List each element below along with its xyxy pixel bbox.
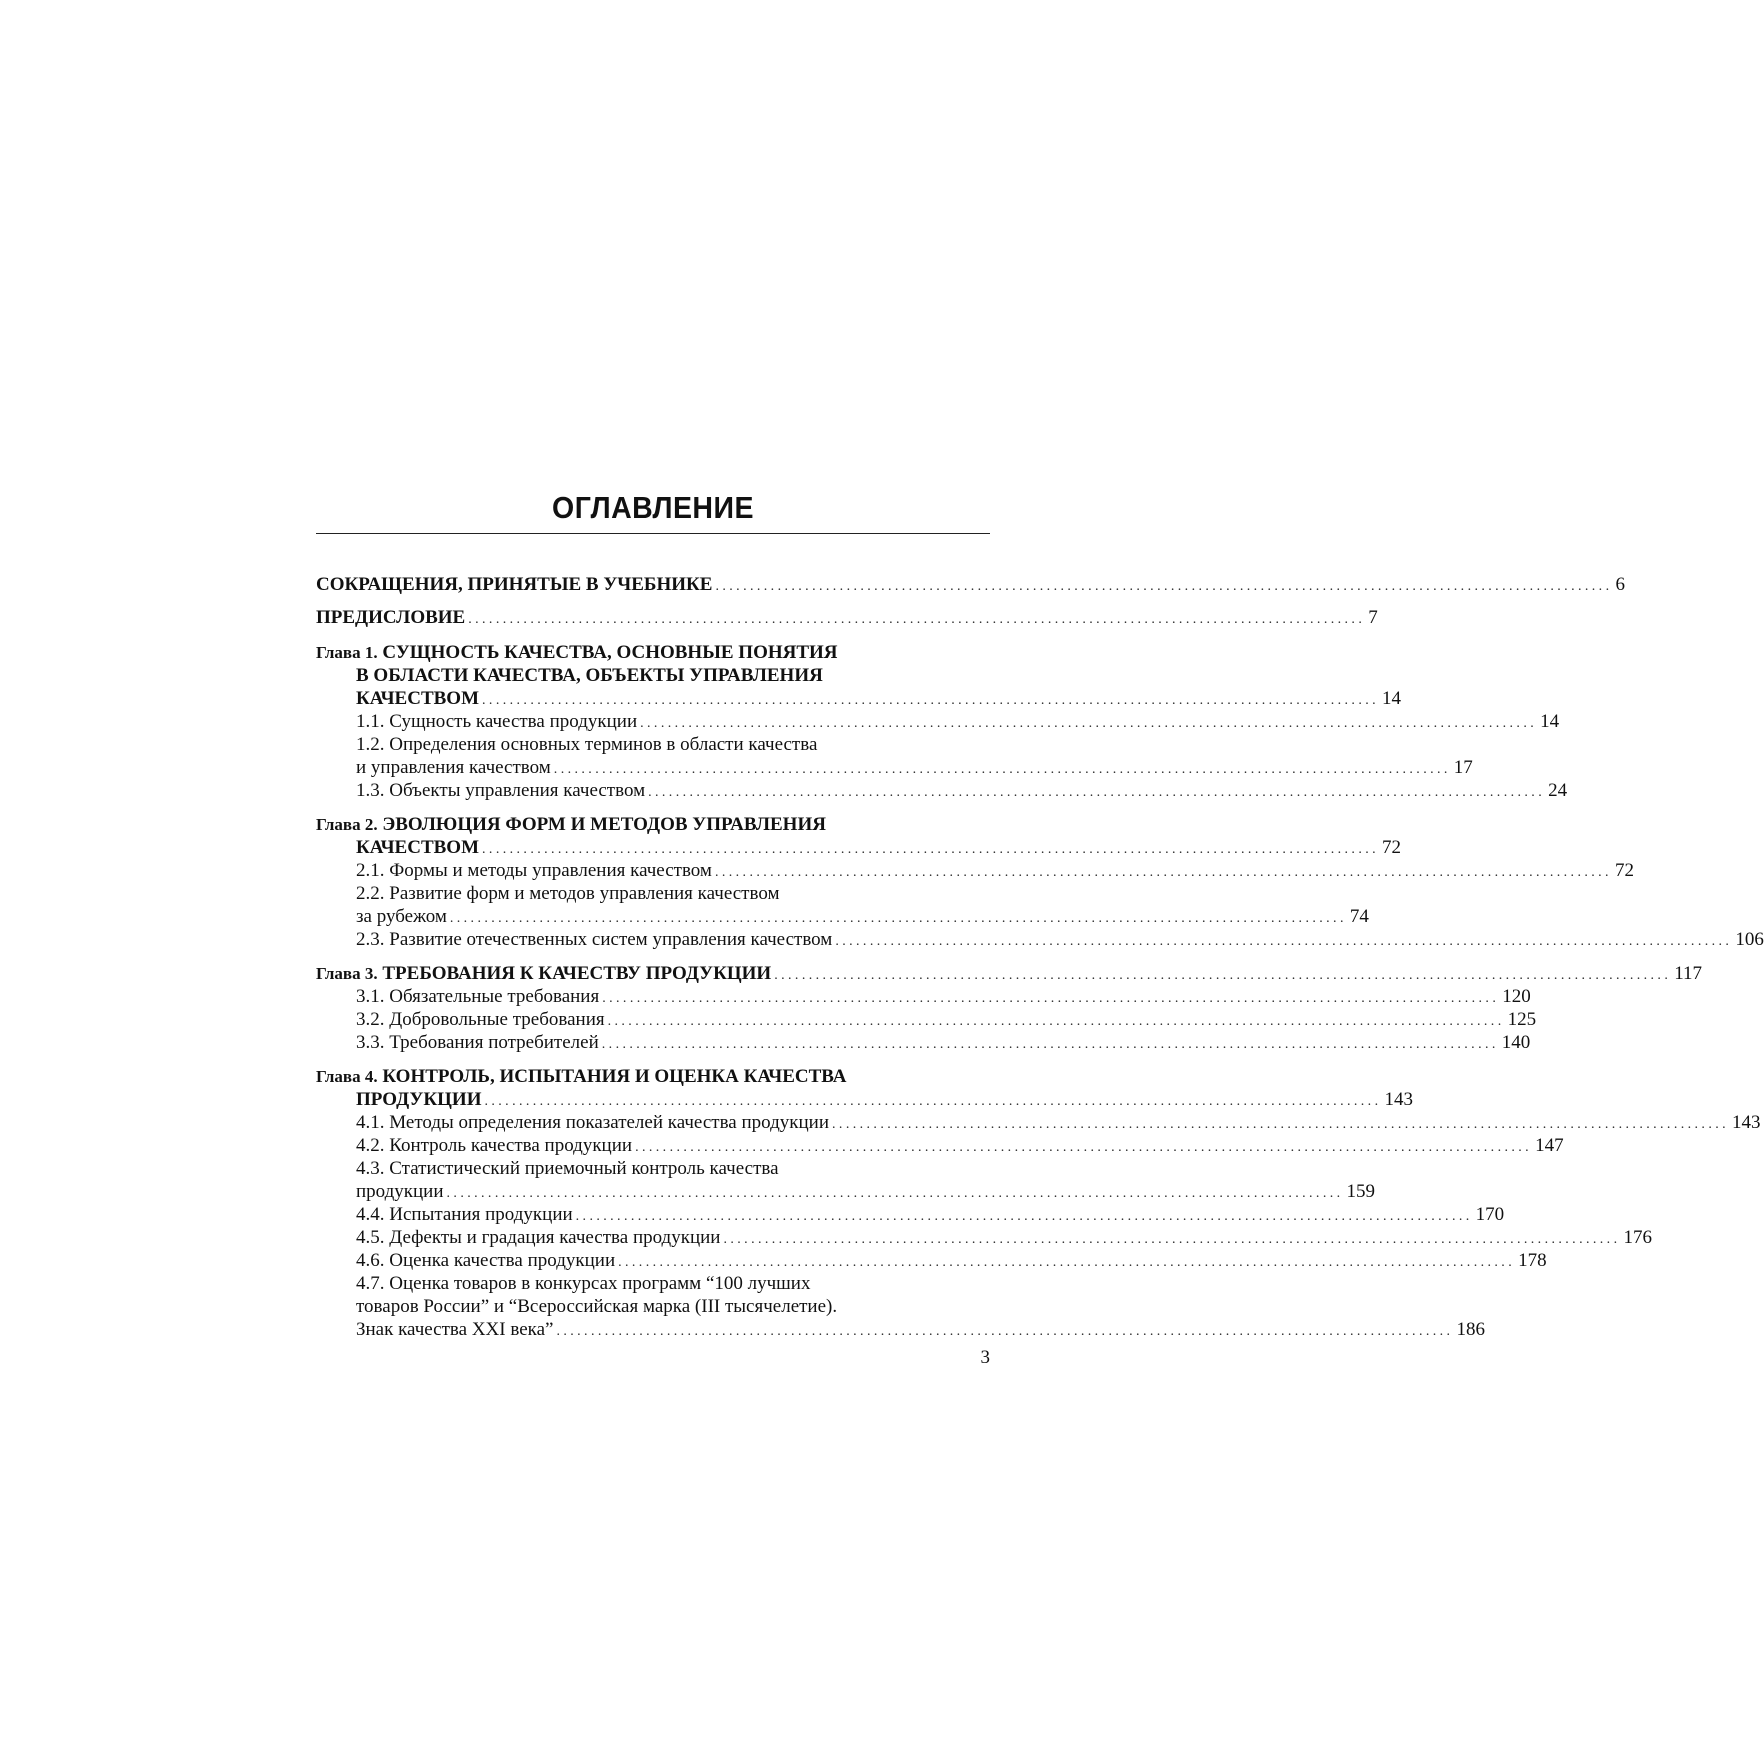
section-title: 3.1. Обязательные требования <box>356 986 600 1007</box>
toc-page-number: 147 <box>1535 1135 1564 1156</box>
toc-section-4-7-line3[interactable] <box>356 1318 1485 1341</box>
toc-section-4-1[interactable] <box>356 1111 1761 1134</box>
toc-entry-preface[interactable] <box>316 606 1378 629</box>
section-title: 3.3. Требования потребителей <box>356 1032 599 1053</box>
toc-entry-title: ПРЕДИСЛОВИЕ <box>316 607 466 628</box>
toc-page-number: 159 <box>1346 1181 1376 1202</box>
dot-leader: .................................................................................................................................. <box>601 1037 1499 1052</box>
toc-entry-title: СОКРАЩЕНИЯ, ПРИНЯТЫЕ В УЧЕБНИКЕ <box>316 574 713 595</box>
dot-leader: .................................................................................................................................. <box>774 968 1672 983</box>
toc-chapter-3[interactable] <box>316 962 1703 985</box>
toc-section-2-3[interactable] <box>356 928 1764 951</box>
toc-section-4-5[interactable] <box>356 1226 1652 1249</box>
toc-page-number: 140 <box>1501 1032 1531 1053</box>
section-title: и управления качеством <box>356 757 551 778</box>
chapter-label: Глава 3. <box>316 964 378 983</box>
toc-page-number: 6 <box>1615 574 1625 595</box>
toc-section-4-3-line1[interactable]: 4.3. Статистический приемочный контроль качества <box>356 1158 779 1179</box>
dot-leader: .................................................................................................................................. <box>832 1117 1730 1132</box>
toc-section-4-4[interactable] <box>356 1203 1505 1226</box>
toc-page-number: 74 <box>1349 906 1369 927</box>
dot-leader: .................................................................................................................................. <box>449 911 1347 926</box>
toc-page-number: 14 <box>1382 688 1402 709</box>
toc-entry-abbreviations[interactable] <box>316 573 1625 596</box>
section-title: Знак качества XXI века” <box>356 1319 554 1340</box>
chapter-title: КОНТРОЛЬ, ИСПЫТАНИЯ И ОЦЕНКА КАЧЕСТВА <box>382 1066 847 1087</box>
section-title: продукции <box>356 1181 444 1202</box>
toc-section-4-6[interactable] <box>356 1249 1547 1272</box>
dot-leader: .................................................................................................................................. <box>575 1209 1473 1224</box>
toc-chapter-2-line1[interactable] <box>316 813 990 836</box>
dot-leader: .................................................................................................................................. <box>607 1014 1505 1029</box>
toc-page-number: 120 <box>1502 986 1531 1007</box>
chapter-title: КАЧЕСТВОМ <box>356 688 480 709</box>
dot-leader: .................................................................................................................................. <box>468 612 1366 627</box>
toc-section-4-7-line2: товаров России” и “Всероссийская марка (III тысячелетие). <box>356 1296 838 1317</box>
section-title: за рубежом <box>356 906 447 927</box>
chapter-label: Глава 1. <box>316 643 378 662</box>
page-number: 3 <box>980 1347 990 1368</box>
dot-leader: .................................................................................................................................. <box>714 865 1612 880</box>
toc-section-4-3-line2[interactable] <box>356 1180 1376 1203</box>
chapter-title: ПРОДУКЦИИ <box>356 1089 482 1110</box>
section-title: 4.4. Испытания продукции <box>356 1204 573 1225</box>
table-of-contents <box>316 0 1764 1755</box>
toc-section-2-2-line1[interactable]: 2.2. Развитие форм и методов управления качеством <box>356 883 780 904</box>
section-title: 4.2. Контроль качества продукции <box>356 1135 633 1156</box>
dot-leader: .................................................................................................................................. <box>723 1232 1621 1247</box>
toc-page-number: 117 <box>1674 963 1703 984</box>
section-title: 4.6. Оценка качества продукции <box>356 1250 616 1271</box>
dot-leader: .................................................................................................................................. <box>484 1094 1382 1109</box>
chapter-title: СУЩНОСТЬ КАЧЕСТВА, ОСНОВНЫЕ ПОНЯТИЯ <box>382 642 838 663</box>
dot-leader: .................................................................................................................................. <box>635 1140 1533 1155</box>
dot-leader: .................................................................................................................................. <box>482 842 1380 857</box>
dot-leader: .................................................................................................................................. <box>482 693 1380 708</box>
section-title: 1.3. Объекты управления качеством <box>356 780 646 801</box>
toc-chapter-4-line1[interactable] <box>316 1065 990 1088</box>
dot-leader: .................................................................................................................................. <box>446 1186 1344 1201</box>
chapter-title: ЭВОЛЮЦИЯ ФОРМ И МЕТОДОВ УПРАВЛЕНИЯ <box>382 814 826 835</box>
toc-page-number: 7 <box>1368 607 1378 628</box>
chapter-label: Глава 4. <box>316 1067 378 1086</box>
toc-section-1-1[interactable] <box>356 710 1560 733</box>
dot-leader: .................................................................................................................................. <box>715 579 1613 594</box>
toc-page-number: 125 <box>1507 1009 1537 1030</box>
section-title: 2.1. Формы и методы управления качеством <box>356 860 712 881</box>
toc-page-number: 143 <box>1384 1089 1413 1110</box>
chapter-title: КАЧЕСТВОМ <box>356 837 480 858</box>
toc-chapter-1-line2: В ОБЛАСТИ КАЧЕСТВА, ОБЪЕКТЫ УПРАВЛЕНИЯ <box>356 665 823 686</box>
section-title: 3.2. Добровольные требования <box>356 1009 605 1030</box>
section-title: 4.1. Методы определения показателей качества продукции <box>356 1112 830 1133</box>
toc-section-3-2[interactable] <box>356 1008 1537 1031</box>
dot-leader: .................................................................................................................................. <box>618 1255 1516 1270</box>
toc-section-1-2-line2[interactable] <box>356 756 1473 779</box>
chapter-heading <box>316 962 771 985</box>
toc-page-number: 106 <box>1735 929 1764 950</box>
chapter-title: ТРЕБОВАНИЯ К КАЧЕСТВУ ПРОДУКЦИИ <box>382 963 772 984</box>
toc-page-number: 72 <box>1382 837 1402 858</box>
dot-leader: .................................................................................................................................. <box>602 991 1500 1006</box>
toc-section-4-2[interactable] <box>356 1134 1564 1157</box>
dot-leader: .................................................................................................................................. <box>640 716 1538 731</box>
section-title: 2.3. Развитие отечественных систем управления качеством <box>356 929 833 950</box>
chapter-label: Глава 2. <box>316 815 378 834</box>
toc-chapter-4-line2[interactable] <box>356 1088 1413 1111</box>
toc-page-number: 24 <box>1548 780 1568 801</box>
dot-leader: .................................................................................................................................. <box>556 1324 1454 1339</box>
toc-page-number: 170 <box>1475 1204 1505 1225</box>
dot-leader: .................................................................................................................................. <box>553 762 1451 777</box>
toc-chapter-2-line2[interactable] <box>356 836 1402 859</box>
toc-page-number: 72 <box>1614 860 1634 881</box>
toc-section-4-7-line1[interactable]: 4.7. Оценка товаров в конкурсах программ “100 лучших <box>356 1273 811 1294</box>
toc-section-3-1[interactable] <box>356 985 1531 1008</box>
toc-section-1-2-line1[interactable]: 1.2. Определения основных терминов в области качества <box>356 734 818 755</box>
toc-section-1-3[interactable] <box>356 779 1568 802</box>
toc-section-2-2-line2[interactable] <box>356 905 1369 928</box>
toc-page-number: 143 <box>1732 1112 1761 1133</box>
page-title: ОГЛАВЛЕНИЕ <box>552 490 754 525</box>
toc-section-3-3[interactable] <box>356 1031 1531 1054</box>
toc-page-number: 17 <box>1453 757 1473 778</box>
toc-page-number: 178 <box>1518 1250 1547 1271</box>
section-title: 4.5. Дефекты и градация качества продукции <box>356 1227 721 1248</box>
toc-page-number: 14 <box>1540 711 1560 732</box>
toc-chapter-1-line1[interactable] <box>316 641 990 664</box>
toc-page-number: 186 <box>1456 1319 1485 1340</box>
section-title: 1.1. Сущность качества продукции <box>356 711 638 732</box>
dot-leader: .................................................................................................................................. <box>648 785 1546 800</box>
toc-page-number: 176 <box>1623 1227 1652 1248</box>
toc-chapter-1-line3[interactable] <box>356 687 1402 710</box>
toc-section-2-1[interactable] <box>356 859 1634 882</box>
dot-leader: .................................................................................................................................. <box>835 934 1733 949</box>
